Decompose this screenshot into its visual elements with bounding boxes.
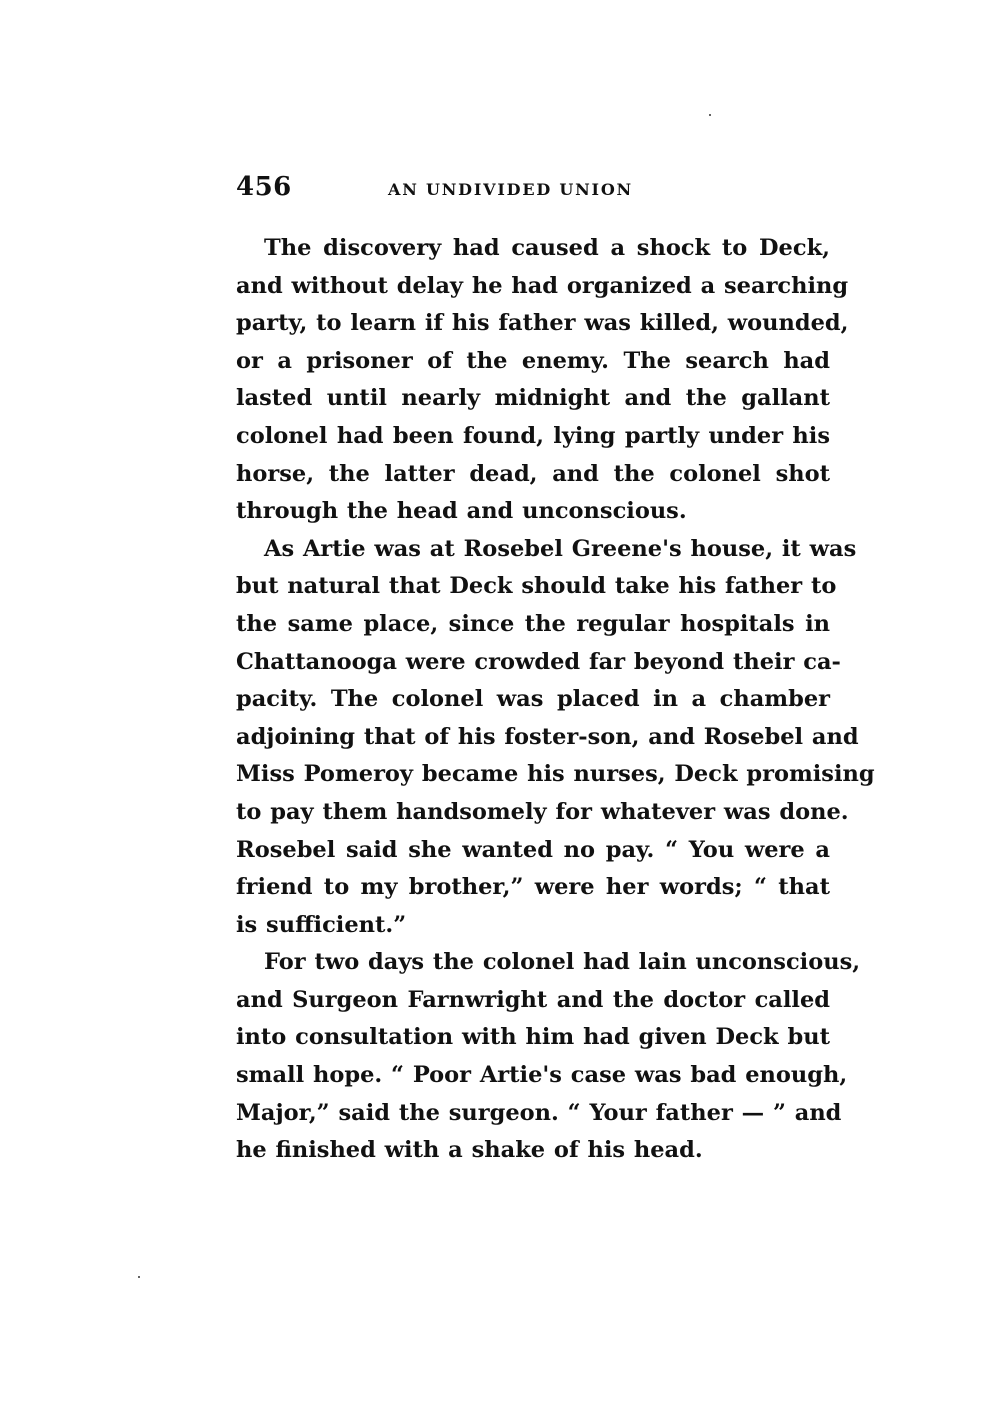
text-line: As Artie was at Rosebel Greene's house, it was xyxy=(264,535,857,562)
text-line: lasted until nearly midnight and the gallant xyxy=(236,385,830,412)
ink-speck xyxy=(138,1276,140,1278)
text-line: Major,” said the surgeon. “ Your father — ” and xyxy=(236,1099,842,1126)
paragraph-2 xyxy=(236,531,875,945)
text-line: the same place, since the regular hospitals in xyxy=(236,610,830,637)
body-text xyxy=(236,230,875,1170)
text-line: but natural that Deck should take his father to xyxy=(236,573,837,600)
ink-speck xyxy=(709,114,711,116)
text-line: Chattanooga were crowded far beyond their ca- xyxy=(236,648,841,675)
text-line: The discovery had caused a shock to Deck, xyxy=(264,235,830,261)
paragraph-1 xyxy=(236,230,849,531)
text-line: friend to my brother,” were her words; “ that xyxy=(236,874,830,901)
text-line: horse, the latter dead, and the colonel shot xyxy=(236,460,830,487)
text-line: and Surgeon Farnwright and the doctor called xyxy=(236,986,830,1013)
running-head: AN UNDIVIDED UNION xyxy=(388,180,633,199)
text-line: adjoining that of his foster-son, and Rosebel and xyxy=(236,723,859,750)
page-number: 456 xyxy=(236,172,292,202)
text-line: and without delay he had organized a searching xyxy=(236,272,849,299)
text-line: party, to learn if his father was killed, wounded, xyxy=(236,310,849,337)
text-line: small hope. “ Poor Artie's case was bad enough, xyxy=(236,1062,848,1089)
text-line: into consultation with him had given Deck but xyxy=(236,1024,830,1051)
text-line: Rosebel said she wanted no pay. “ You were a xyxy=(236,836,830,863)
text-line: pacity. The colonel was placed in a chamber xyxy=(236,686,830,713)
text-line: Miss Pomeroy became his nurses, Deck promising xyxy=(236,761,875,788)
text-line: to pay them handsomely for whatever was done. xyxy=(236,798,849,825)
text-line: or a prisoner of the enemy. The search had xyxy=(236,347,830,374)
page-header xyxy=(236,172,830,212)
text-line: he finished with a shake of his head. xyxy=(236,1137,703,1164)
text-line: For two days the colonel had lain unconscious, xyxy=(264,949,861,976)
text-line: is sufficient.” xyxy=(236,911,407,938)
text-line: through the head and unconscious. xyxy=(236,498,687,525)
paragraph-3 xyxy=(236,944,861,1170)
text-line: colonel had been found, lying partly under his xyxy=(236,422,830,449)
